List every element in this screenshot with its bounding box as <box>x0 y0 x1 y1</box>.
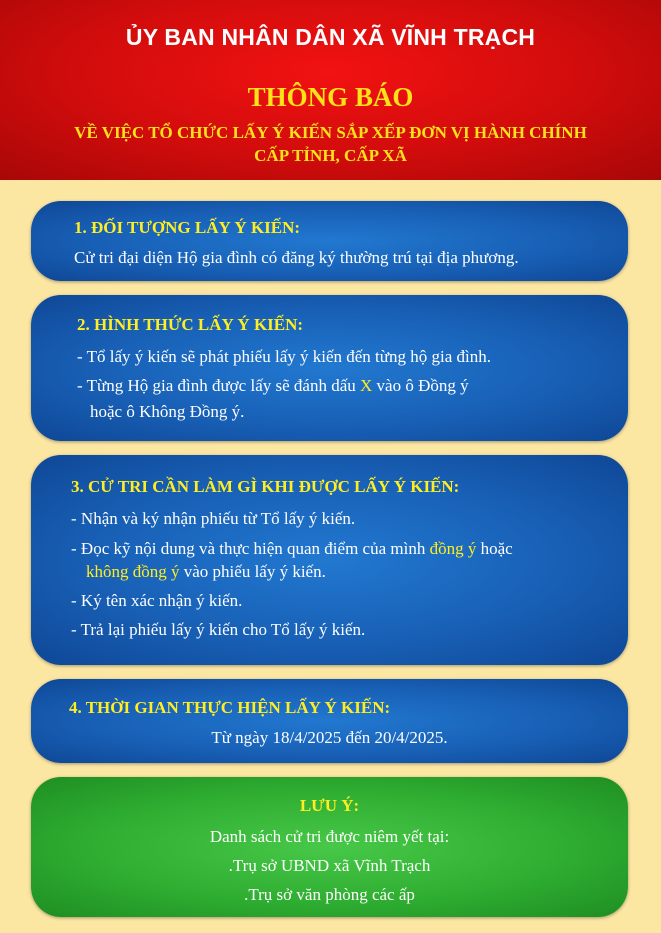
action-2-text-or: hoặc <box>476 539 513 558</box>
section-subjects-title: 1. ĐỐI TƯỢNG LẤY Ý KIẾN: <box>74 218 301 237</box>
section-schedule-title: 4. THỜI GIAN THỰC HIỆN LẤY Ý KIẾN: <box>69 698 391 717</box>
section-voter-actions <box>31 455 628 665</box>
organization-name: ỦY BAN NHÂN DÂN XÃ VĨNH TRẠCH <box>125 24 536 50</box>
subtitle-line-1: VỀ VIỆC TỔ CHỨC LẤY Ý KIẾN SẮP XẾP ĐƠN VỊ HÀNH CHÍNH <box>74 123 587 142</box>
note-title: LƯU Ý: <box>299 796 360 815</box>
note-line-2: .Trụ sở UBND xã Vĩnh Trạch <box>228 856 431 875</box>
section-method-title: 2. HÌNH THỨC LẤY Ý KIẾN: <box>77 315 304 334</box>
section-schedule-dates: Từ ngày 18/4/2025 đến 20/4/2025. <box>211 728 448 747</box>
section-schedule <box>31 679 628 763</box>
notice-subtitle <box>20 121 641 167</box>
notice-title: THÔNG BÁO <box>247 82 414 112</box>
x-mark: X <box>360 376 373 395</box>
section-method <box>31 295 628 441</box>
section-method-item-2 <box>77 373 469 399</box>
disagree-text: không đồng ý <box>86 562 180 581</box>
action-2-text-start: - Đọc kỹ nội dung và thực hiện quan điểm của mình <box>71 539 430 558</box>
note-line-3: .Trụ sở văn phòng các ấp <box>244 885 415 904</box>
item-2-text-end: vào ô Đồng ý <box>372 376 469 395</box>
subtitle-line-2: CẤP TỈNH, CẤP XÃ <box>254 146 407 165</box>
section-subjects-text: Cử tri đại diện Hộ gia đình có đăng ký thường trú tại địa phương. <box>74 248 519 267</box>
voter-action-4: - Trả lại phiếu lấy ý kiến cho Tổ lấy ý kiến. <box>71 620 366 639</box>
action-2-text-end: vào phiếu lấy ý kiến. <box>179 562 326 581</box>
voter-action-2-continued <box>86 559 326 585</box>
header-banner <box>0 0 661 180</box>
agree-text: đồng ý <box>429 539 477 558</box>
section-subjects <box>31 201 628 281</box>
voter-action-3: - Ký tên xác nhận ý kiến. <box>71 591 243 610</box>
voter-action-1: - Nhận và ký nhận phiếu từ Tổ lấy ý kiến. <box>71 509 356 528</box>
item-2-text-start: - Từng Hộ gia đình được lấy sẽ đánh dấu <box>77 376 360 395</box>
section-method-item-1: - Tổ lấy ý kiến sẽ phát phiếu lấy ý kiến đến từng hộ gia đình. <box>77 347 491 366</box>
section-method-item-2-continued: hoặc ô Không Đồng ý. <box>90 402 245 421</box>
section-voter-actions-title: 3. CỬ TRI CẦN LÀM GÌ KHI ĐƯỢC LẤY Ý KIẾN: <box>71 477 460 496</box>
note-box <box>31 777 628 917</box>
note-line-1: Danh sách cử tri được niêm yết tại: <box>209 827 450 846</box>
